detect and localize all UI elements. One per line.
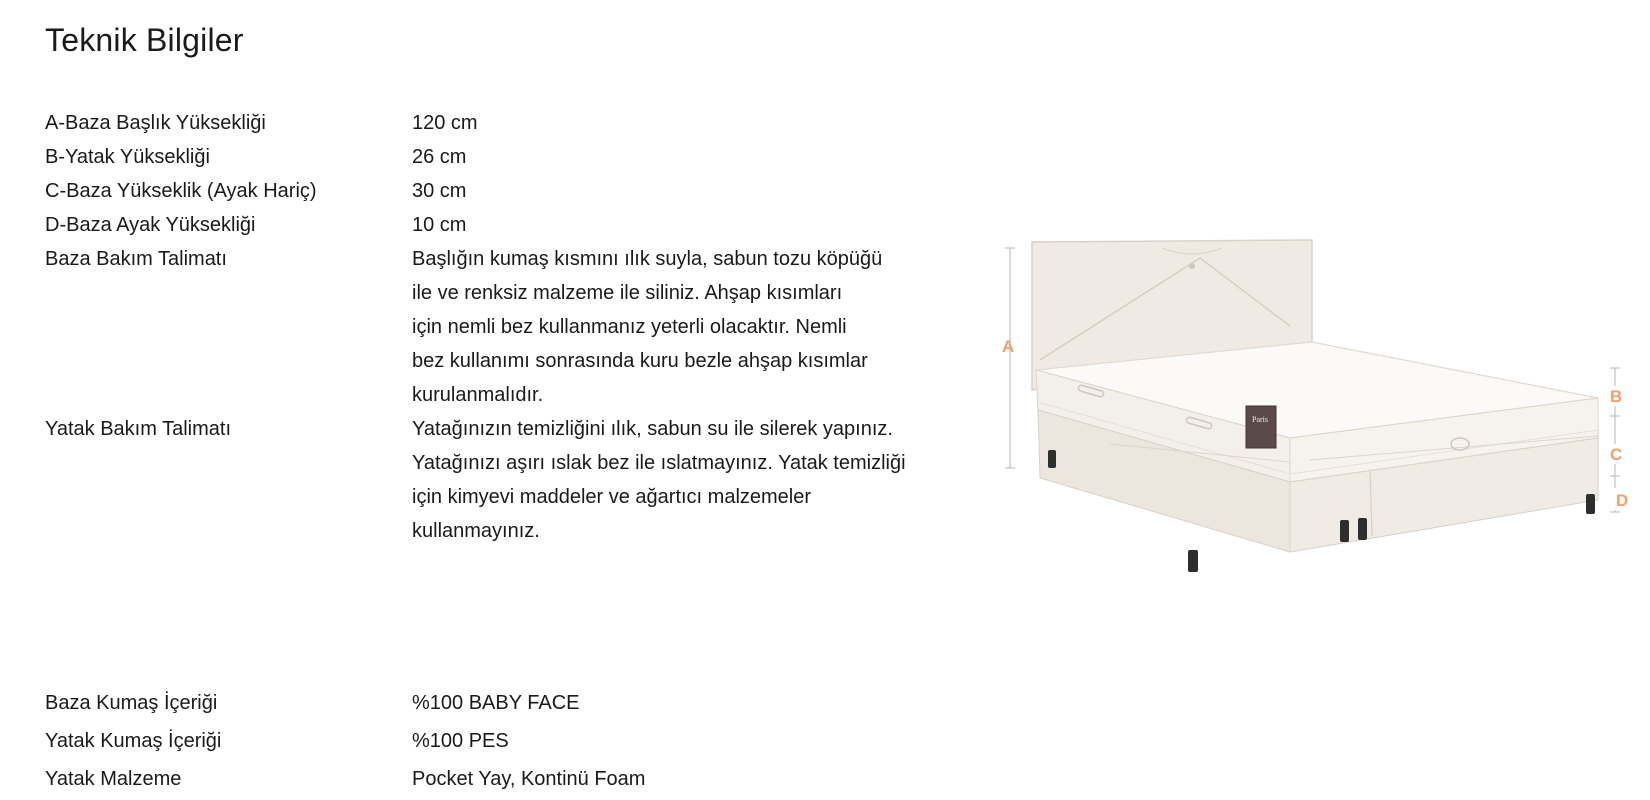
dimension-b-label: B xyxy=(1610,387,1623,406)
spec-value: Başlığın kumaş kısmını ılık suyla, sabun tozu köpüğü ile ve renksiz malzeme ile siliniz. Ahşap kısımları için nemli bez kullanmanız yeterli olacaktır. Nemli bez kullanımı sonrasında kuru bezle ahşap kısımlar kurulanmalıdır. xyxy=(412,248,883,406)
materials-table xyxy=(45,684,945,798)
spec-value: Yatağınızın temizliğini ılık, sabun su ile silerek yapınız. Yatağınızı aşırı ıslak bez ile ıslatmayınız. Yatak temizliği için kimyevi maddeler ve ağartıcı malzemeler kullanmayınız. xyxy=(412,418,906,542)
spec-label: B-Yatak Yüksekliği xyxy=(45,146,210,168)
material-value: Pocket Yay, Kontinü Foam xyxy=(412,768,646,790)
dimension-c-label: C xyxy=(1610,445,1623,464)
spec-label: Yatak Bakım Talimatı xyxy=(45,418,231,440)
page-title: Teknik Bilgiler xyxy=(45,22,244,58)
material-label: Yatak Kumaş İçeriği xyxy=(45,730,222,752)
spec-label: C-Baza Yükseklik (Ayak Hariç) xyxy=(45,180,317,202)
spec-row-leg-height xyxy=(45,208,945,242)
dimension-a-label: A xyxy=(1002,337,1015,356)
bed-product-image xyxy=(990,230,1640,610)
spec-value: 26 cm xyxy=(412,146,467,168)
spec-label: D-Baza Ayak Yüksekliği xyxy=(45,214,256,236)
spec-table xyxy=(45,106,945,548)
material-row-mattress-material xyxy=(45,760,945,798)
brand-tag-text: Paris xyxy=(1252,415,1268,424)
material-row-mattress-fabric xyxy=(45,722,945,760)
brand-tag xyxy=(1246,406,1276,448)
spec-value: 30 cm xyxy=(412,180,467,202)
spec-value: 120 cm xyxy=(412,112,478,134)
spec-label: Baza Bakım Talimatı xyxy=(45,248,227,270)
spec-row-headboard-height xyxy=(45,106,945,140)
spec-label: A-Baza Başlık Yüksekliği xyxy=(45,112,266,134)
spec-row-base-care xyxy=(45,242,945,412)
dimension-bcd-markers xyxy=(1607,368,1628,512)
spec-row-base-height xyxy=(45,174,945,208)
spec-row-mattress-height xyxy=(45,140,945,174)
material-value: %100 BABY FACE xyxy=(412,692,580,714)
dimension-d-label: D xyxy=(1616,491,1629,510)
dimension-a-marker xyxy=(1002,248,1015,468)
material-row-base-fabric xyxy=(45,684,945,722)
spec-row-mattress-care xyxy=(45,412,945,548)
material-label: Yatak Malzeme xyxy=(45,768,182,790)
spec-value: 10 cm xyxy=(412,214,467,236)
material-value: %100 PES xyxy=(412,730,509,752)
material-label: Baza Kumaş İçeriği xyxy=(45,692,218,714)
